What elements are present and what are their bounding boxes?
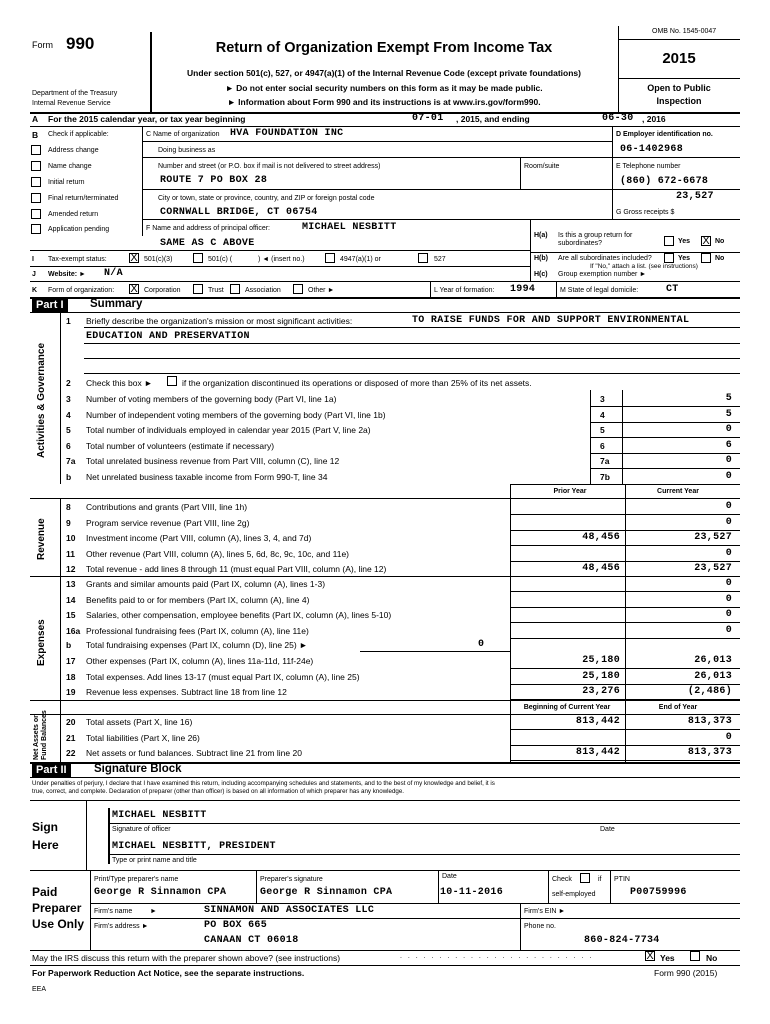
discuss-no-checkbox[interactable] [690,951,700,961]
hb-no-checkbox[interactable] [701,253,711,263]
gov-line-text: Total number of volunteers (estimate if necessary) [86,440,275,451]
type-print-label: Type or print name and title [112,857,197,864]
final-return-checkbox[interactable] [31,193,41,203]
sign-date-label: Date [600,826,615,833]
gov-line-box: 3 [600,394,605,404]
side-net-assets-1: Net Assets or [33,715,40,760]
amount-line-num: 16a [66,625,81,636]
corporation-checkbox[interactable]: X [130,283,138,295]
col-eoy: End of Year [658,704,698,711]
amount-current: 26,013 [694,670,732,682]
principal-officer-address: SAME AS C ABOVE [160,238,255,249]
amount-line-num: 19 [66,687,76,698]
gov-line-value: 0 [725,455,732,467]
gov-line-text: Total unrelated business revenue from Part VIII, column (C), line 12 [86,456,340,467]
amount-line-num: 12 [66,564,76,575]
501c3-label: 501(c)(3) [144,256,173,263]
hb-no-label: No [715,255,725,262]
ha-text1: Is this a group return for [558,232,633,239]
signature-officer-label: Signature of officer [112,826,171,833]
amount-line-text: Net assets or fund balances. Subtract line 21 from line 20 [86,748,302,759]
amount-line-num: 13 [66,579,76,589]
firm-address-1: PO BOX 665 [204,920,268,931]
ssn-warning: ► Do not enter social security numbers on this form as it may be made public. [225,83,543,93]
state-domicile-value: CT [666,284,679,295]
ptin-label: PTIN [614,876,630,883]
gov-line-rule [590,422,740,423]
dba-label: Doing business as [158,147,216,154]
ein-value: 06-1402968 [620,144,684,155]
tax-year-begin: 07-01 [412,113,444,124]
amount-prior: 813,442 [575,716,620,727]
gov-line-value: 0 [725,471,732,482]
preparer-name: George R Sinnamon CPA [94,887,227,898]
application-pending-checkbox[interactable] [31,224,41,234]
state-domicile-label: M State of legal domicile: [560,287,639,294]
firm-name-label: Firm's name [94,908,133,915]
perjury-line2: true, correct, and complete. Declaration of preparer (other than officer) is based on all information of which preparer has any knowledge. [32,788,405,795]
amount-current: 23,527 [694,532,732,544]
check-if-applicable: Check if applicable: [48,131,109,138]
principal-officer-name: MICHAEL NESBITT [302,222,397,233]
ha-label: H(a) [534,232,548,239]
paid-label: Paid [32,885,58,899]
hb-note: If "No," attach a list. (see instructions) [590,263,698,270]
amended-return-label: Amended return [48,211,99,218]
gov-line-text: Number of voting members of the governing body (Part VI, line 1a) [86,394,337,404]
form-subtitle: Under section 501(c), 527, or 4947(a)(1) of the Internal Revenue Code (except private foundations) [187,68,581,78]
prep-date-label: Date [442,873,457,880]
gov-line-box: 4 [600,409,605,420]
amount-line-text: Salaries, other compensation, employee benefits (Part IX, column (A), lines 5-10) [86,610,392,621]
amount-prior: 25,180 [582,655,620,666]
amount-current: 0 [725,501,732,512]
year-formation-value: 1994 [510,284,536,295]
hb-label: H(b) [534,255,548,262]
self-employed-label: self-employed [552,891,596,898]
discuss-yes-checkbox[interactable]: X [646,950,654,962]
gov-line-text: Number of independent voting members of the governing body (Part VI, line 1b) [86,409,386,420]
amount-line-text: Revenue less expenses. Subtract line 18 from line 12 [86,687,287,698]
line16b-value: 0 [478,639,485,650]
line-k-label: K [32,287,38,294]
open-public: Open to Public [647,83,711,93]
address-change-checkbox[interactable] [31,145,41,155]
amount-current: 813,373 [687,716,732,727]
gross-receipts-value: 23,527 [676,191,714,202]
form-reference: Form 990 (2015) [654,968,718,978]
amount-line-num: 11 [66,548,75,559]
phone-label: E Telephone number [616,163,681,170]
gov-box-right [622,390,623,484]
side-net-assets-2: Fund Balances [41,710,48,760]
gov-line-num: 6 [66,440,71,451]
initial-return-label: Initial return [48,179,85,186]
amount-line-text: Grants and similar amounts paid (Part IX, column (A), lines 1-3) [86,579,326,589]
line-i-label: I [32,256,34,263]
part1-tag: Part I [32,298,68,312]
hb-yes-label: Yes [678,255,691,262]
gov-line-rule [590,453,740,454]
website-label: Website: ► [48,271,86,278]
side-revenue: Revenue [36,518,47,560]
amount-current: 0 [725,547,732,559]
ptin-value: P00759996 [630,887,687,898]
insert-no-label: ) ◄ (insert no.) [258,256,305,263]
dept-treasury: Department of the Treasury [32,90,118,97]
preparer-date: 10-11-2016 [440,887,504,898]
street-address: ROUTE 7 PO BOX 28 [160,175,268,186]
part1-title: Summary [90,298,143,310]
firm-arrow: ► [150,908,157,915]
amount-prior: 813,442 [575,747,620,759]
gov-line-rule [590,406,740,407]
irs-label: Internal Revenue Service [32,100,111,107]
amount-line-num: 18 [66,671,76,682]
line16b-num: b [66,640,72,650]
line-j-label: J [32,271,36,278]
paperwork-notice: For Paperwork Reduction Act Notice, see the separate instructions. [32,968,305,978]
amount-prior: 25,180 [582,670,620,682]
firm-address-2: CANAAN CT 06018 [204,935,299,946]
4947-checkbox[interactable] [325,253,335,263]
street-label: Number and street (or P.O. box if mail is not delivered to street address) [158,163,381,170]
room-suite-label: Room/suite [524,163,560,170]
501c-checkbox[interactable] [193,253,203,263]
501c3-checkbox[interactable]: X [130,252,138,264]
tax-exempt-label: Tax-exempt status: [48,256,107,263]
year-formation-label: L Year of formation: [434,287,495,294]
gov-box-left [590,390,591,484]
tax-year: 2015 [662,50,696,67]
association-checkbox[interactable] [230,284,240,294]
amount-current: 0 [725,578,732,589]
gov-line-value: 5 [725,408,732,420]
phone-no-label: Phone no. [524,923,556,930]
amount-line-text: Total assets (Part X, line 16) [86,717,193,727]
gov-line-text: Total number of individuals employed in calendar year 2015 (Part V, line 2a) [86,425,371,436]
side-expenses: Expenses [36,619,47,666]
trust-label: Trust [208,287,224,294]
website-value: N/A [104,268,123,279]
address-change-label: Address change [48,147,99,154]
association-label: Association [245,287,281,294]
city-label: City or town, state or province, country, and ZIP or foreign postal code [158,195,375,202]
ha-yes-label: Yes [678,238,691,245]
col-current-year: Current Year [657,488,699,495]
gov-line-box: 6 [600,440,605,451]
gov-line-value: 6 [725,439,732,451]
amount-current: 0 [725,731,732,743]
form-number: 990 [66,34,95,53]
firm-phone: 860-824-7734 [584,935,660,946]
preparer-signature[interactable]: George R Sinnamon CPA [260,887,393,898]
line-a-label: A [32,114,39,124]
gov-line-box: 7a [600,456,610,467]
gov-line-box: 7b [600,472,610,482]
amount-line-text: Program service revenue (Part VIII, line 2g) [86,517,250,528]
ha-no-checkbox[interactable]: X [702,235,710,247]
amount-current: (2,486) [687,686,732,698]
gov-line-text: Net unrelated business taxable income from Form 990-T, line 34 [86,472,328,482]
col-prior-year: Prior Year [553,488,587,495]
amount-line-text: Professional fundraising fees (Part IX, column (A), line 11e) [86,625,309,636]
tax-year-end: 06-30 [602,113,634,124]
hb-text: Are all subordinates included? [558,255,652,262]
sign-label: Sign [32,820,58,834]
amount-line-text: Total liabilities (Part X, line 26) [86,732,200,743]
here-label: Here [32,838,59,852]
col-boy: Beginning of Current Year [523,704,611,711]
line16b-text: Total fundraising expenses (Part IX, column (D), line 25) ► [86,640,308,650]
gov-line-rule [590,468,740,469]
amount-line-num: 17 [66,656,76,666]
part2-tag: Part II [32,763,71,777]
form-word: Form [32,40,53,50]
check-label: Check [552,876,572,883]
gov-line-rule [590,437,740,438]
amount-current: 0 [725,609,732,621]
use-only-label: Use Only [32,917,85,931]
officer-signature[interactable]: MICHAEL NESBITT [112,810,207,821]
line-b-label: B [32,130,39,140]
form-org-label: Form of organization: [48,287,115,294]
form-title: Return of Organization Exempt From Income Tax [215,40,553,56]
amount-line-text: Total revenue - add lines 8 through 11 (must equal Part VIII, column (A), line 12) [86,564,387,575]
preparer-sig-label: Preparer's signature [260,876,323,883]
application-pending-label: Application pending [48,226,110,233]
amount-line-text: Contributions and grants (Part VIII, line 1h) [86,502,248,512]
amount-line-text: Total expenses. Add lines 13-17 (must equal Part IX, column (A), line 25) [86,671,360,682]
trust-checkbox[interactable] [193,284,203,294]
self-employed-checkbox[interactable] [580,873,590,883]
gov-line-num: b [66,472,72,482]
eea-label: EEA [32,986,47,993]
discuss-no-label: No [706,953,718,963]
org-name-label: C Name of organization [146,131,220,138]
amount-line-text: Investment income (Part VIII, column (A), lines 3, 4, and 7d) [86,533,312,544]
527-label: 527 [434,256,446,263]
phone-value: (860) 672-6678 [620,176,709,187]
amount-current: 0 [725,593,732,605]
501c-label: 501(c) ( [208,256,233,263]
line2-text1: Check this box ► [86,378,153,388]
ha-text2: subordinates? [558,240,602,247]
gov-line-num: 4 [66,409,71,420]
side-activities-governance: Activities & Governance [36,342,47,458]
ha-yes-checkbox[interactable] [664,236,674,246]
firm-name: SINNAMON AND ASSOCIATES LLC [204,905,375,916]
corporation-label: Corporation [144,287,181,294]
gov-line-box: 5 [600,425,605,436]
gov-line-num: 5 [66,425,71,436]
amount-line-num: 14 [66,594,76,605]
gov-line-num: 3 [66,394,71,404]
part2-title: Signature Block [94,763,182,775]
gov-line-num: 7a [66,456,76,467]
line1-text: Briefly describe the organization's mission or most significant activities: [86,316,353,326]
amount-line-text: Benefits paid to or for members (Part IX, column (A), line 4) [86,594,310,605]
amount-current: 23,527 [694,563,732,575]
hb-yes-checkbox[interactable] [664,253,674,263]
amount-line-text: Other revenue (Part VIII, column (A), lines 5, 6d, 8c, 9c, 10c, and 11e) [86,548,349,559]
gov-line-value: 5 [725,393,732,404]
info-link: ► Information about Form 990 and its instructions is at www.irs.gov/form990. [227,97,541,107]
4947-label: 4947(a)(1) or [340,256,381,263]
amount-line-num: 15 [66,610,76,621]
ha-no-label: No [715,238,725,245]
initial-return-checkbox[interactable] [31,177,41,187]
mission-line2: EDUCATION AND PRESERVATION [86,331,250,342]
other-org-label: Other ► [308,287,335,294]
amount-current: 0 [725,624,732,636]
discontinued-checkbox[interactable] [167,376,177,386]
amount-current: 26,013 [694,655,732,666]
527-checkbox[interactable] [418,253,428,263]
amended-return-checkbox[interactable] [31,209,41,219]
if-label: if [598,876,602,883]
firm-address-label: Firm's address ► [94,923,149,930]
amount-line-num: 8 [66,502,71,512]
line2-num: 2 [66,378,71,388]
omb-number: OMB No. 1545-0047 [652,28,717,35]
gov-line-value: 0 [725,424,732,436]
city-state-zip: CORNWALL BRIDGE, CT 06754 [160,207,318,218]
final-return-label: Final return/terminated [48,195,119,202]
amount-line-num: 9 [66,517,71,528]
name-change-checkbox[interactable] [31,161,41,171]
amount-line-num: 21 [66,732,76,743]
amount-line-num: 20 [66,717,76,727]
org-name: HVA FOUNDATION INC [230,128,344,139]
amount-prior: 48,456 [582,532,620,544]
tax-year-end-year: , 2016 [642,114,666,124]
officer-name-title: MICHAEL NESBITT, PRESIDENT [112,841,276,852]
hc-text: Group exemption number ► [558,271,647,278]
inspection: Inspection [656,96,702,106]
amount-line-num: 22 [66,748,76,759]
amount-line-text: Other expenses (Part IX, column (A), lines 11a-11d, 11f-24e) [86,656,314,666]
amount-prior: 48,456 [582,563,620,575]
amount-current: 813,373 [687,747,732,759]
hc-label: H(c) [534,271,548,278]
amount-line-num: 10 [66,533,76,544]
ein-label: D Employer identification no. [616,131,713,138]
firm-ein-label: Firm's EIN ► [524,908,566,915]
gross-receipts-label: G Gross receipts $ [616,209,675,216]
name-change-label: Name change [48,163,92,170]
amount-prior: 23,276 [582,686,620,698]
preparer-name-label: Print/Type preparer's name [94,876,179,883]
line2-text2: if the organization discontinued its operations or disposed of more than 25% of its net assets. [182,378,532,388]
mission-line1: TO RAISE FUNDS FOR AND SUPPORT ENVIRONMENTAL [412,315,690,326]
line1-num: 1 [66,316,71,326]
discuss-text: May the IRS discuss this return with the preparer shown above? (see instructions) [32,953,341,963]
amount-current: 0 [725,516,732,528]
principal-officer-label: F Name and address of principal officer: [146,225,270,232]
preparer-label: Preparer [32,901,82,915]
discuss-yes-label: Yes [660,953,675,963]
perjury-line1: Under penalties of perjury, I declare that I have examined this return, including accompanying schedules and statements, and to the best of my knowledge and belief, it is [32,780,495,787]
other-org-checkbox[interactable] [293,284,303,294]
line-a-mid: , 2015, and ending [456,114,530,124]
line-a-text: For the 2015 calendar year, or tax year beginning [48,114,246,124]
